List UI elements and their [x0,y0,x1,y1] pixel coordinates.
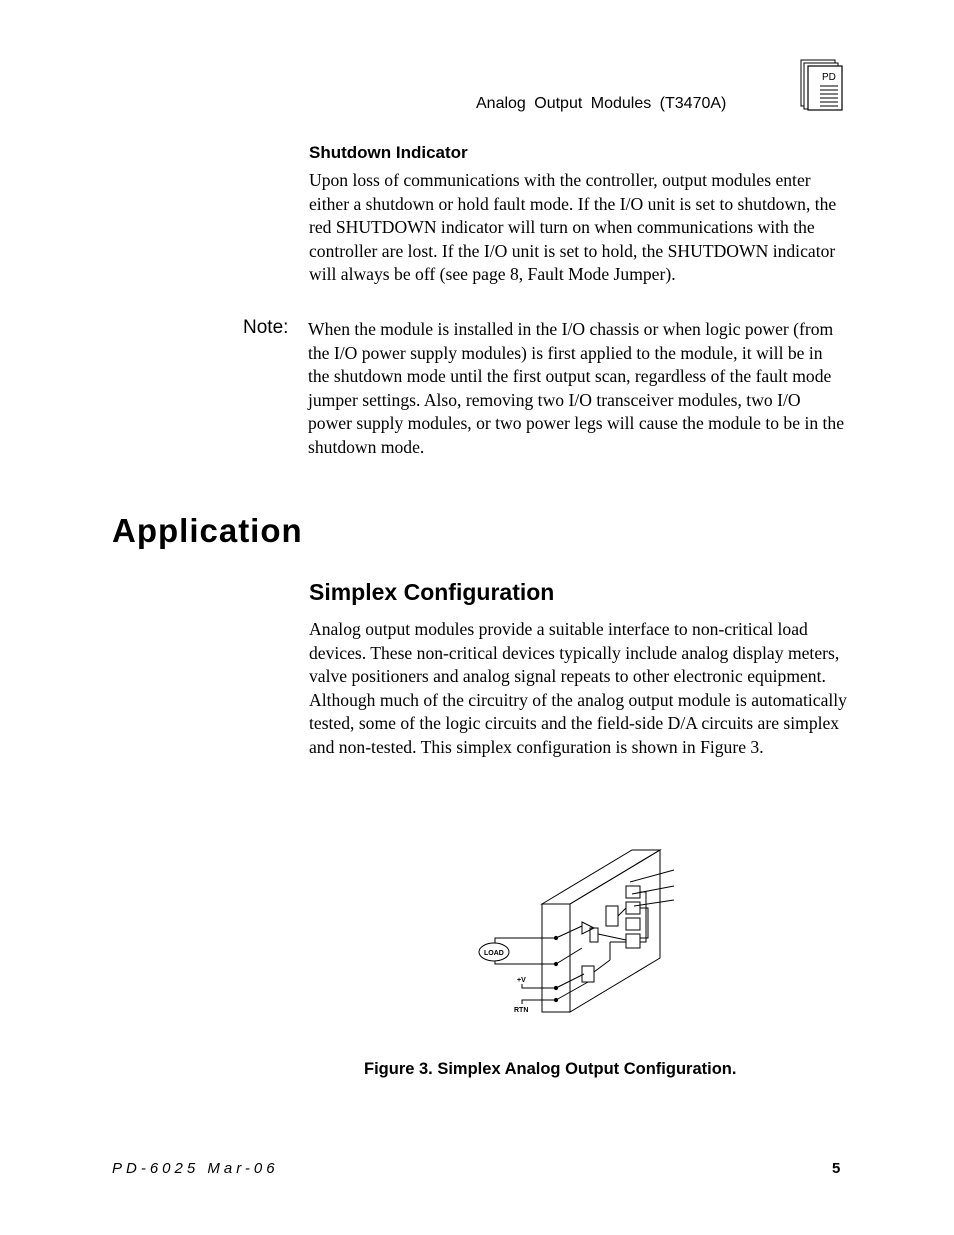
load-label: LOAD [484,950,504,957]
running-header: Analog Output Modules (T3470A) [476,95,727,112]
note-label: Note: [243,317,289,338]
plus-v-label: +V [517,977,526,984]
rtn-label: RTN [514,1007,529,1014]
application-heading: Application [112,512,303,549]
simplex-analog-output-figure [470,842,690,1020]
figure-caption: Figure 3. Simplex Analog Output Configuration. [364,1060,737,1078]
footer-document-id: PD-6025 Mar-06 [112,1160,279,1177]
shutdown-indicator-heading: Shutdown Indicator [309,143,468,162]
module-top-face [542,850,660,904]
shutdown-indicator-paragraph: Upon loss of communications with the controller, output modules enter either a shutdown or hold fault mode. If the I/O unit is set to shutdown, the red SHUTDOWN indicator will turn on when communications with the controller are lost. If the I/O unit is set to hold, the SHUTDOWN indicator will always be off (see page 8, Fault Mode Jumper). [309,170,837,284]
simplex-configuration-heading: Simplex Configuration [309,579,555,605]
pd-document-logo [800,58,844,112]
simplex-configuration-paragraph: Analog output modules provide a suitable interface to non-critical load devices. These non-critical devices typically include analog display meters, valve positioners and analog signal repeats to other electronic equipment. Although much of the circuitry of the analog output module is automatically tested, some of the logic circuits and the field-side D/A circuits are simplex and non-tested. This simplex configuration is shown in Figure 3. [309,619,847,757]
note-paragraph: When the module is installed in the I/O chassis or when logic power (from the I/O power supply modules) is first applied to the module, it will be in the shutdown mode until the first output scan, regardless of the fault mode jumper settings. Also, removing two I/O transceiver modules, two I/O power supply modules, or two power legs will cause the module to be in the shutdown mode. [308,319,845,457]
simplex-diagram [470,842,690,1020]
pd-logo-text: PD [822,72,836,83]
pd-logo-icon [800,58,844,112]
footer-page-number: 5 [832,1160,841,1177]
